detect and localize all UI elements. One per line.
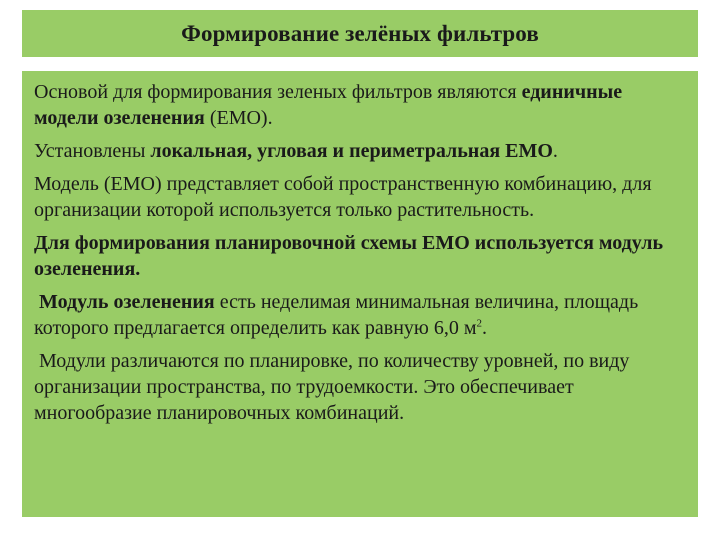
paragraph-5 <box>34 289 686 341</box>
paragraph-1-bold: единичные модели озеленения <box>34 81 623 129</box>
paragraph-2 <box>34 138 686 164</box>
paragraph-5-text-c: . <box>482 317 488 339</box>
paragraph-6-text: Модули различаются по планировке, по количеству уровней, по виду организации пространства, по трудоемкости. Это обеспечивает многообразие планировочных комбинаций. <box>34 350 635 424</box>
paragraph-1 <box>34 79 686 131</box>
paragraph-1-text-c: (ЕМО). <box>204 107 273 129</box>
slide-title: Формирование зелёных фильтров <box>181 20 539 46</box>
paragraph-5-superscript: 2 <box>476 317 483 330</box>
paragraph-2-text-a: Установлены <box>34 140 151 162</box>
content-panel <box>22 71 698 517</box>
paragraph-4 <box>34 230 686 282</box>
paragraph-4-bold: Для формирования планировочной схемы ЕМО используется модуль озеленения. <box>34 232 664 280</box>
paragraph-2-bold: локальная, угловая и периметральная ЕМО <box>150 140 553 162</box>
paragraph-3-text: Модель (ЕМО) представляет собой пространственную комбинацию, для организации которой используется только растительность. <box>34 173 652 221</box>
paragraph-5-bold: Модуль озеленения <box>34 291 215 313</box>
paragraph-5-text-b: есть неделимая минимальная величина, площадь которого предлагается определить как равную 6,0 м <box>34 291 639 339</box>
title-bar <box>22 10 698 57</box>
paragraph-3 <box>34 171 686 223</box>
paragraph-6 <box>34 348 686 426</box>
paragraph-1-text-a: Основой для формирования зеленых фильтров являются <box>34 81 522 103</box>
paragraph-2-text-c: . <box>552 140 558 162</box>
